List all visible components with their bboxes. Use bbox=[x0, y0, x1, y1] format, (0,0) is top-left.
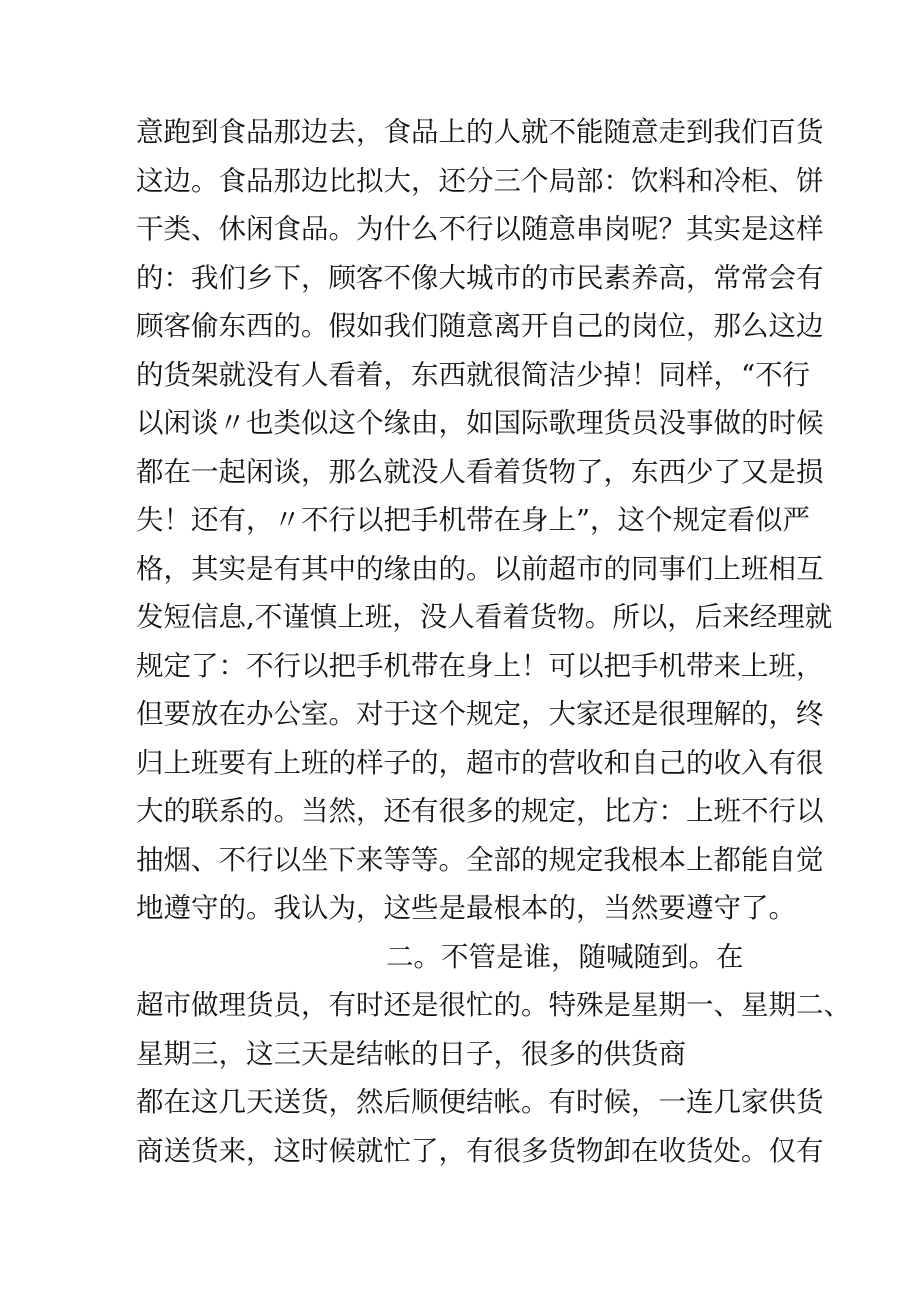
text-line: 干类、休闲食品。为什么不行以随意串岗呢？其实是这样 bbox=[136, 213, 824, 245]
section-heading: 二。不管是谁，随喊随到。在 bbox=[386, 940, 744, 973]
text-line: 超市做理货员，有时还是很忙的。特殊是星期一、星期二、 bbox=[136, 989, 851, 1021]
text-line: 格，其实是有其中的缘由的。以前超市的同事们上班相互 bbox=[136, 552, 824, 585]
text-line: 地遵守的。我认为，这些是最根本的，当然要遵守了。 bbox=[136, 892, 796, 924]
text-line: 这边。食品那边比拟大，还分三个局部：饮料和冷柜、饼 bbox=[136, 164, 824, 197]
text-line: 意跑到食品那边去，食品上的人就不能随意走到我们百货 bbox=[136, 116, 824, 148]
text-line: 都在一起闲谈，那么就没人看着货物了，东西少了又是损 bbox=[136, 455, 824, 488]
text-line: 发短信息,不谨慎上班，没人看着货物。所以，后来经理就 bbox=[136, 601, 833, 633]
text-line: 大的联系的。当然，还有很多的规定，比方：上班不行以 bbox=[136, 795, 824, 827]
text-line: 以闲谈〃也类似这个缘由，如国际歌理货员没事做的时候 bbox=[136, 407, 824, 439]
text-line: 都在这几天送货，然后顺便结帐。有时候，一连几家供货 bbox=[136, 1086, 824, 1118]
text-line: 星期三，这三天是结帐的日子，很多的供货商 bbox=[136, 1037, 686, 1070]
text-line: 但要放在办公室。对于这个规定，大家还是很理解的，终 bbox=[136, 698, 824, 730]
text-line: 的：我们乡下，顾客不像大城市的市民素养高，常常会有 bbox=[136, 261, 824, 294]
text-line: 商送货来，这时候就忙了，有很多货物卸在收货处。仅有 bbox=[136, 1134, 824, 1167]
text-line: 规定了：不行以把手机带在身上！可以把手机带来上班， bbox=[136, 649, 824, 682]
text-line: 的货架就没有人看着，东西就很简洁少掉！同样，“不行 bbox=[136, 358, 811, 391]
text-line: 抽烟、不行以坐下来等等。全部的规定我根本上都能自觉 bbox=[136, 843, 824, 876]
text-line: 失！还有，〃不行以把手机带在身上”，这个规定看似严 bbox=[136, 504, 811, 536]
body-text bbox=[136, 108, 851, 1175]
text-line: 顾客偷东西的。假如我们随意离开自己的岗位，那么这边 bbox=[136, 310, 824, 342]
text-line: 归上班要有上班的样子的，超市的营收和自己的收入有很 bbox=[136, 746, 824, 779]
